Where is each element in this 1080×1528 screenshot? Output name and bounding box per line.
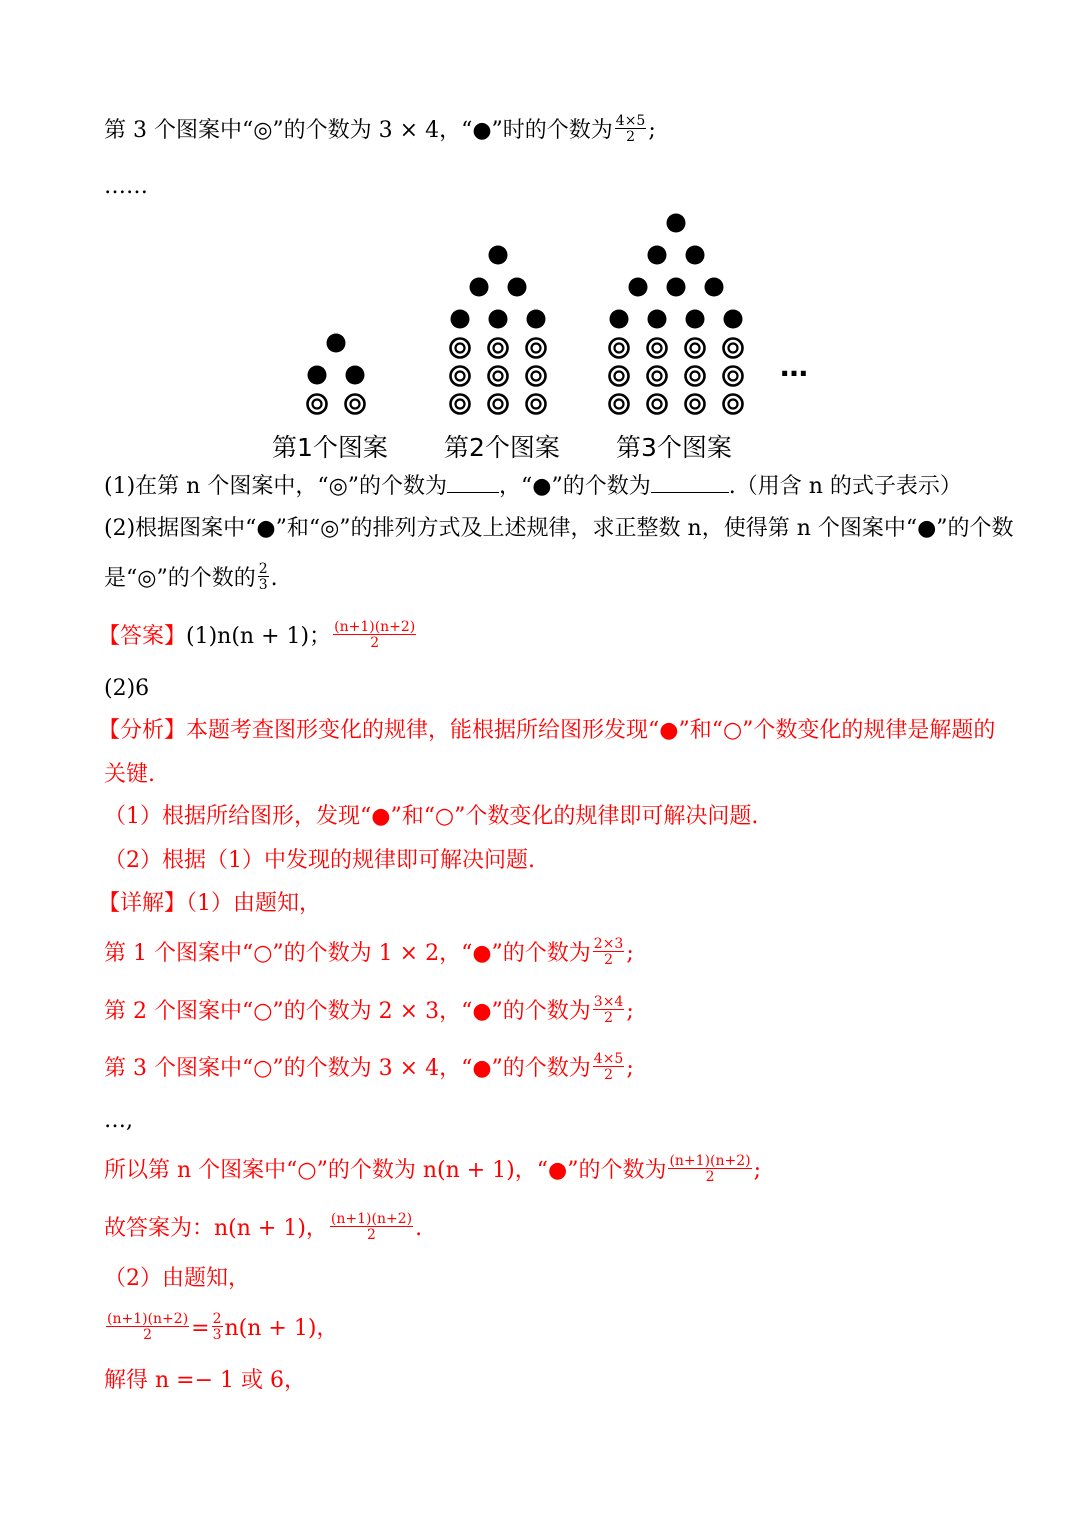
dot-mark [667, 278, 686, 297]
ring-mark [451, 339, 470, 358]
detail-row-1: 第 1 个图案中“○”的个数为 1 × 2，“●”的个数为 $\frac{2\times 3}{2}$ ; [104, 936, 634, 968]
detail-equation: $\frac{(n+1)(n+2)}{2}$ = $\frac{2}{3}$ n(n + 1)， [107, 1311, 339, 1343]
dot-mark [489, 310, 508, 329]
ring-mark [527, 395, 546, 414]
ring-mark [489, 367, 508, 386]
detail-label: 【详解】 [98, 891, 187, 916]
ring-mark [610, 367, 629, 386]
answer-line: 【答案】(1)n(n + 1)； $\frac{(n+1)(n+2)}{2}$ [98, 619, 416, 651]
analysis-line-2: 关键. [104, 762, 155, 787]
ring-mark [724, 367, 743, 386]
dot-mark [451, 310, 470, 329]
dot-mark [667, 214, 686, 233]
ring-mark [308, 395, 327, 414]
fraction: $\frac{(n+1)(n+2)}{2}$ [330, 1211, 413, 1243]
question-2-line-2: 是“◎”的个数的 $\frac{2}{3}$ . [104, 561, 278, 593]
dot-mark [346, 366, 365, 385]
fraction: $\frac{3\times 4}{2}$ [593, 994, 624, 1026]
pattern-figure [260, 198, 820, 418]
question-1: (1)在第 n 个图案中，“◎”的个数为 ，“●”的个数为 .（用含 n 的式子表示） [104, 470, 962, 502]
dot-mark [308, 366, 327, 385]
ring-mark [610, 395, 629, 414]
dot-mark [686, 310, 705, 329]
ring-mark [686, 367, 705, 386]
fraction: $\frac{2}{3}$ [258, 561, 268, 593]
dot-mark [629, 278, 648, 297]
ring-mark [451, 367, 470, 386]
dot-mark [470, 278, 489, 297]
answer-part-2: (2)6 [104, 676, 150, 701]
ring-mark [648, 395, 667, 414]
dot-mark [648, 310, 667, 329]
dot-mark [527, 310, 546, 329]
caption-pattern-2: 第2个图案 [444, 433, 560, 462]
ring-mark [724, 395, 743, 414]
detail-answer-line: 故答案为：n(n + 1)， $\frac{(n+1)(n+2)}{2}$ . [104, 1211, 423, 1243]
fraction: $\frac{(n+1)(n+2)}{2}$ [107, 1311, 189, 1343]
detail-solution: 解得 n =− 1 或 6， [104, 1368, 306, 1393]
ring-mark [346, 395, 365, 414]
fraction: $\frac{(n+1)(n+2)}{2}$ [669, 1153, 751, 1185]
fraction: $\frac{(n+1)(n+2)}{2}$ [334, 619, 416, 651]
dot-mark [648, 246, 667, 265]
detail-part-2: （2）由题知， [104, 1266, 250, 1291]
intro-ellipsis: …… [104, 174, 148, 199]
dot-mark [705, 278, 724, 297]
question-2-line-1: (2)根据图案中“●”和“◎”的排列方式及上述规律，求正整数 n，使得第 n 个图案中“●”的个数 [104, 516, 1014, 541]
dot-mark [724, 310, 743, 329]
detail-row-3: 第 3 个图案中“○”的个数为 3 × 4，“●”的个数为 $\frac{4\times 5}{2}$ ; [104, 1051, 634, 1083]
fraction: $\frac{4\times 5}{2}$ [615, 113, 646, 145]
analysis-point-1: （1）根据所给图形，发现“●”和“○”个数变化的规律即可解决问题. [104, 804, 759, 829]
detail-row-2: 第 2 个图案中“○”的个数为 2 × 3，“●”的个数为 $\frac{3\times 4}{2}$ ; [104, 994, 634, 1026]
caption-pattern-1: 第1个图案 [272, 433, 388, 462]
intro-line-3: 第 3 个图案中“◎”的个数为 3 × 4，“●”时的个数为 $\frac{4\times 5}{2}$ ; [104, 113, 656, 145]
caption-pattern-3: 第3个图案 [616, 433, 732, 462]
ring-mark [648, 367, 667, 386]
ring-mark [527, 339, 546, 358]
ring-mark [489, 395, 508, 414]
fraction: $\frac{2\times 3}{2}$ [593, 936, 624, 968]
detail-ellipsis: …, [104, 1108, 133, 1133]
detail-conclusion: 所以第 n 个图案中“○”的个数为 n(n + 1)，“●”的个数为 $\frac{(n+1)(n+2)}{2}$ ; [104, 1153, 762, 1185]
ring-mark [686, 395, 705, 414]
dot-mark [508, 278, 527, 297]
dot-mark [610, 310, 629, 329]
fraction: $\frac{4\times 5}{2}$ [593, 1051, 624, 1083]
ring-mark [451, 395, 470, 414]
analysis-line-1: 【分析】本题考查图形变化的规律，能根据所给图形发现“●”和“○”个数变化的规律是解题的 [98, 718, 996, 743]
blank-dot-count [651, 470, 729, 493]
ring-mark [610, 339, 629, 358]
ring-mark [686, 339, 705, 358]
ring-mark [527, 367, 546, 386]
fraction: $\frac{2}{3}$ [212, 1311, 222, 1343]
ring-mark [489, 339, 508, 358]
analysis-label: 【分析】 [98, 718, 187, 743]
dot-mark [489, 246, 508, 265]
more-ellipsis: … [780, 350, 808, 383]
blank-ring-count [447, 470, 499, 493]
ring-mark [648, 339, 667, 358]
dot-mark [327, 334, 346, 353]
ring-mark [724, 339, 743, 358]
dot-mark [686, 246, 705, 265]
detail-intro: 【详解】（1）由题知， [98, 891, 322, 916]
analysis-point-2: （2）根据（1）中发现的规律即可解决问题. [104, 848, 535, 873]
answer-label: 【答案】 [98, 624, 187, 649]
